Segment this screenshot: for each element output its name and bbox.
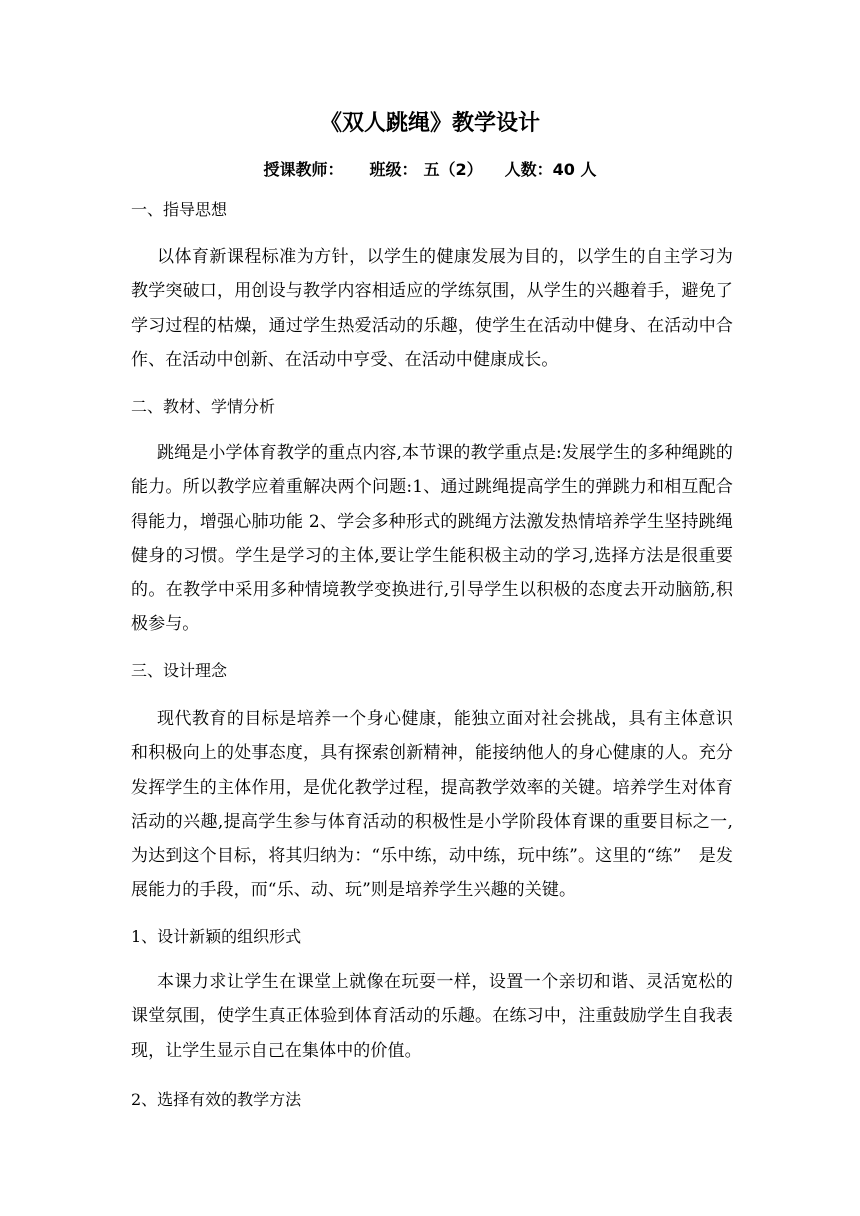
- class-label: 班级：: [369, 160, 418, 179]
- lesson-info: [0, 157, 860, 183]
- teacher-label: 授课教师：: [263, 160, 344, 179]
- section-paragraph-material-analysis: 跳绳是小学体育教学的重点内容,本节课的教学重点是:发展学生的多种绳跳的能力。所以教学应着重解决两个问题:1、通过跳绳提高学生的弹跳力和相互配合得能力，增强心肺功能 2、学会多种形式的跳绳方法激发热情培养学生坚持跳绳健身的习惯。学生是学习的主体,要让学生能积极主动的学习,选择方法是很重要的。在教学中采用多种情境教学变换进行,引导学生以积极的态度去开动脑筋,积极参与。: [131, 443, 733, 635]
- section-heading-guiding-thought: 一、指导思想: [131, 200, 228, 219]
- section-paragraph-organization-form: 本课力求让学生在课堂上就像在玩耍一样，设置一个亲切和谐、灵活宽松的课堂氛围，使学生真正体验到体育活动的乐趣。在练习中，注重鼓励学生自我表现，让学生显示自己在集体中的价值。: [131, 972, 733, 1061]
- section-heading-design-concept: 三、设计理念: [131, 661, 228, 680]
- section-paragraph-design-concept: 现代教育的目标是培养一个身心健康，能独立面对社会挑战，具有主体意识和积极向上的处事态度，具有探索创新精神，能接纳他人的身心健康的人。充分发挥学生的主体作用，是优化教学过程，提高教学效率的关键。培养学生对体育活动的兴趣,提高学生参与体育活动的积极性是小学阶段体育课的重要目标之一,为达到这个目标，将其归纳为：“乐中练，动中练，玩中练”。这里的“练” 是发展能力的手段，而“乐、动、玩”则是培养学生兴趣的关键。: [131, 709, 733, 901]
- section-paragraph-guiding-thought: 以体育新课程标准为方针，以学生的健康发展为目的，以学生的自主学习为教学突破口，用创设与教学内容相适应的学练氛围，从学生的兴趣着手，避免了学习过程的枯燥，通过学生热爱活动的乐趣，使学生在活动中健身、在活动中合作、在活动中创新、在活动中亨受、在活动中健康成长。: [131, 247, 733, 370]
- section-heading-material-analysis: 二、教材、学情分析: [131, 397, 276, 416]
- document-title: 《双人跳绳》教学设计: [319, 111, 540, 136]
- student-count: 人数：40 人: [504, 160, 597, 179]
- section-heading-organization-form: 1、设计新颖的组织形式: [131, 927, 302, 946]
- section-heading-teaching-methods: 2、选择有效的教学方法: [131, 1090, 302, 1109]
- class-value: 五（2）: [423, 160, 483, 179]
